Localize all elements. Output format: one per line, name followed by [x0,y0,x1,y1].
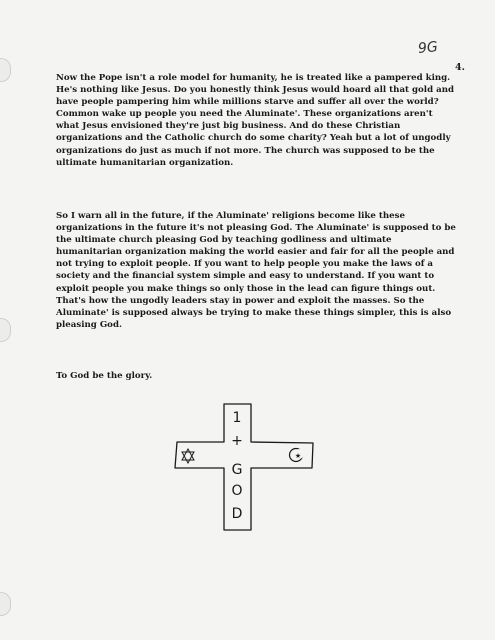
paragraph-2: So I warn all in the future, if the Aluminate' religions become like these organizations in the future it's not pleasing God. The Aluminate' is supposed to be the ultimate church pleasing God by teaching godliness and ultimate humanitarian organization making the world easier and fair for all the people and not trying to exploit people. If you want to help people you make the laws of a society and the financial system simple and easy to understand. If you want to exploit people you make things so only those in the lead can figure things out. That's how the ungodly leaders stay in power and exploit the masses. So the Aluminate' is supposed always be trying to make these things simpler, this is also pleasing God. [56,211,456,330]
cross-text-1: 1 [232,410,242,426]
cross-outline [175,404,313,530]
punch-hole-top [0,58,11,82]
handwritten-page-number: 9G [417,39,439,57]
closing-line: To God be the glory. [56,371,153,381]
hand-drawn-cross [172,402,322,532]
svg-text:★: ★ [294,452,302,460]
cross-text-g: G [231,462,243,478]
page-number: 4. [455,62,465,73]
star-of-david-icon [182,449,194,463]
cross-text-plus: + [231,433,243,449]
paragraph-1: Now the Pope isn't a role model for humanity, he is treated like a pampered king. He's nothing like Jesus. Do you honestly think Jesus would hoard all that gold and have people pampering him while millions starve and suffer all over the world? Common wake up people you need the Aluminate'. These organizations aren't what Jesus envisioned they're just big business. And do these Christian organizations and the Catholic church do some charity? Yeah but a lot of ungodly organizations do just as much if not more. The church was supposed to be the ultimate humanitarian organization. [56,73,454,168]
punch-hole-bottom [0,592,11,616]
cross-text-d: D [231,506,243,522]
cross-text-o: O [231,483,243,499]
punch-hole-middle [0,318,11,342]
crescent-star-icon [290,449,305,462]
